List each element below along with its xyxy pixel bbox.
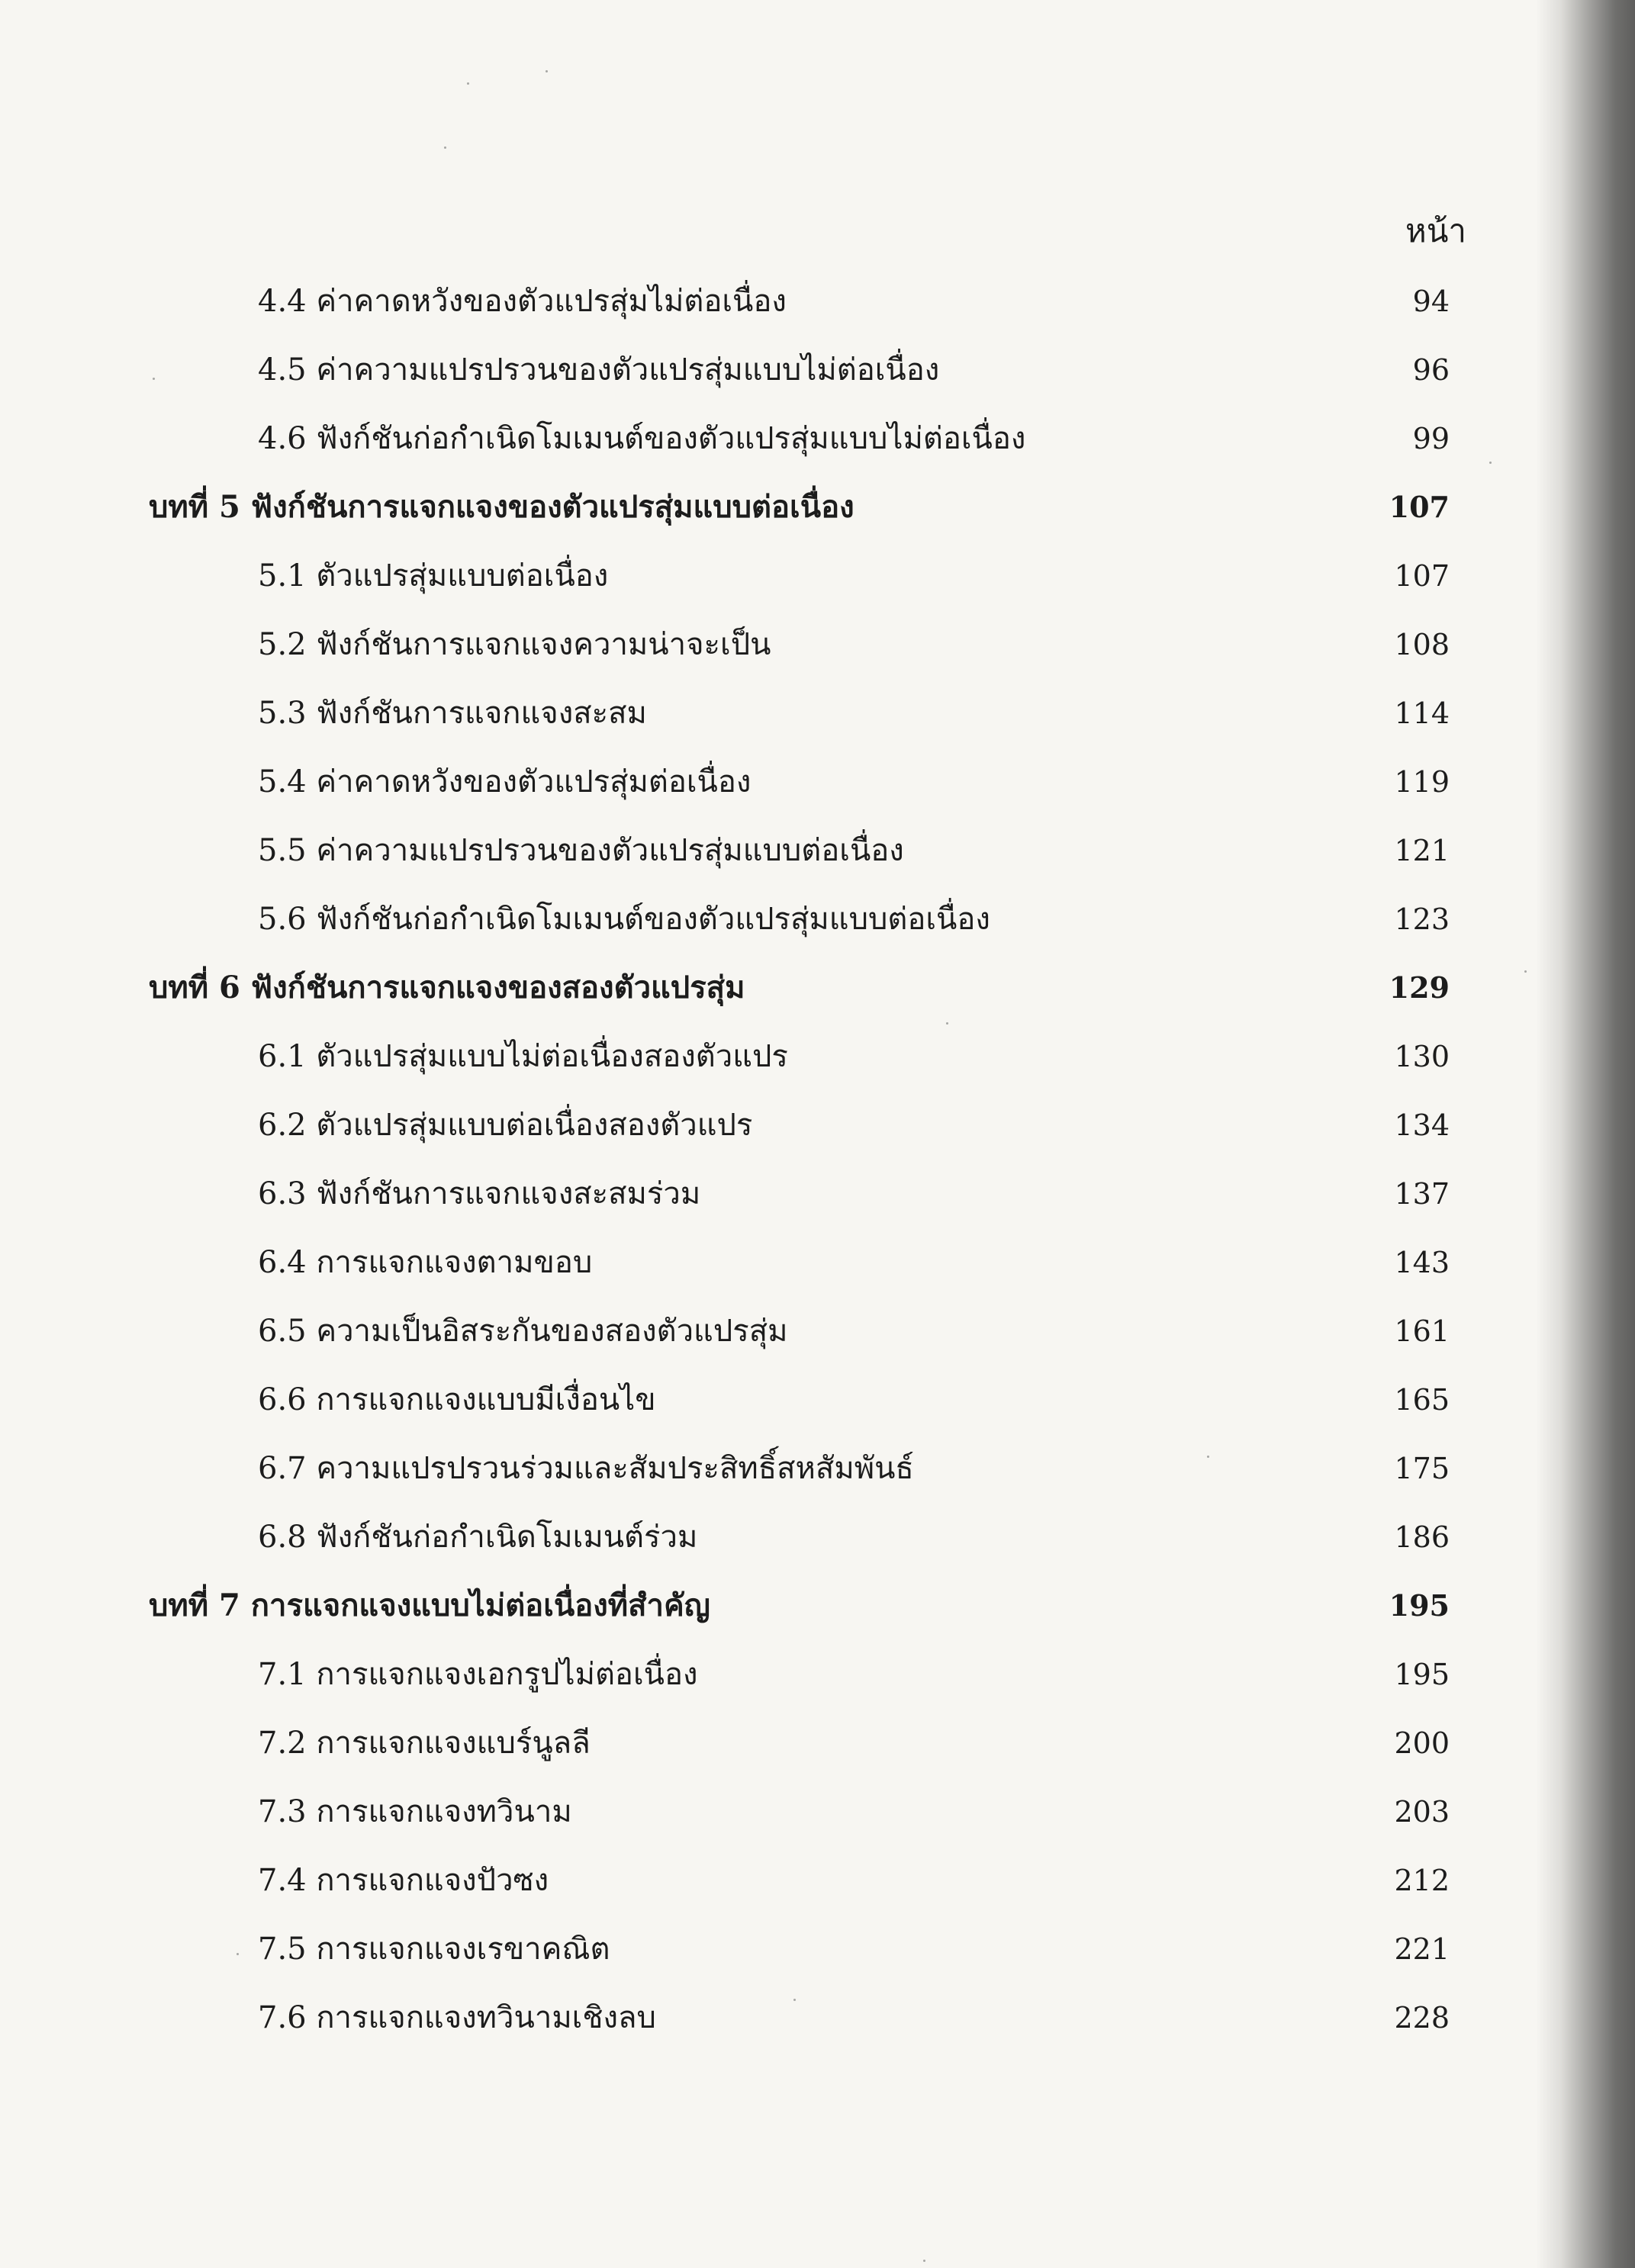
- scan-speck: [1489, 462, 1492, 464]
- toc-section-row: [0, 1369, 1635, 1430]
- page-number: 137: [1394, 1177, 1450, 1211]
- chapter-title: บทที่ 5 ฟังก์ชันการแจกแจงของตัวแปรสุ่มแบบต่อเนื่อง: [149, 489, 855, 525]
- section-title: 5.5 ค่าความแปรปรวนของตัวแปรสุ่มแบบต่อเนื่อง: [258, 833, 904, 868]
- page-number: 129: [1389, 970, 1450, 1005]
- page-number: 195: [1389, 1588, 1450, 1623]
- toc-section-row: [0, 408, 1635, 469]
- toc-chapter-row: [0, 957, 1635, 1018]
- page-number: 99: [1412, 422, 1450, 455]
- scan-speck: [153, 378, 155, 380]
- section-title: 6.2 ตัวแปรสุ่มแบบต่อเนื่องสองตัวแปร: [258, 1108, 753, 1143]
- toc-section-row: [0, 1438, 1635, 1499]
- section-title: 7.4 การแจกแจงปัวซง: [258, 1863, 549, 1898]
- toc-section-row: [0, 1095, 1635, 1156]
- page-number: 228: [1394, 2001, 1450, 2035]
- scan-speck: [923, 2260, 925, 2262]
- section-title: 6.7 ความแปรปรวนร่วมและสัมประสิทธิ์สหสัมพันธ์: [258, 1451, 914, 1486]
- section-title: 6.3 ฟังก์ชันการแจกแจงสะสมร่วม: [258, 1176, 701, 1211]
- page-number: 108: [1394, 628, 1450, 661]
- scan-speck: [946, 1022, 948, 1025]
- toc-section-row: [0, 1507, 1635, 1568]
- section-title: 7.1 การแจกแจงเอกรูปไม่ต่อเนื่อง: [258, 1657, 698, 1692]
- chapter-title: บทที่ 7 การแจกแจงแบบไม่ต่อเนื่องที่สำคัญ: [149, 1588, 710, 1623]
- section-title: 4.4 ค่าคาดหวังของตัวแปรสุ่มไม่ต่อเนื่อง: [258, 284, 787, 319]
- toc-section-row: [0, 1713, 1635, 1774]
- toc-section-row: [0, 339, 1635, 401]
- toc-section-row: [0, 683, 1635, 744]
- page-number: 121: [1394, 834, 1450, 867]
- section-title: 6.5 ความเป็นอิสระกันของสองตัวแปรสุ่ม: [258, 1314, 788, 1349]
- toc-section-row: [0, 1781, 1635, 1842]
- page-number: 195: [1394, 1658, 1450, 1691]
- section-title: 6.8 ฟังก์ชันก่อกำเนิดโมเมนต์ร่วม: [258, 1520, 698, 1555]
- chapter-title: บทที่ 6 ฟังก์ชันการแจกแจงของสองตัวแปรสุ่ม: [149, 970, 745, 1005]
- section-title: 7.6 การแจกแจงทวินามเชิงลบ: [258, 2000, 656, 2035]
- toc-section-row: [0, 614, 1635, 675]
- toc-section-row: [0, 1850, 1635, 1911]
- toc-section-row: [0, 271, 1635, 332]
- toc-section-row: [0, 545, 1635, 606]
- page-number: 130: [1394, 1040, 1450, 1073]
- page-number: 123: [1394, 902, 1450, 936]
- scan-speck: [467, 82, 469, 85]
- section-title: 6.1 ตัวแปรสุ่มแบบไม่ต่อเนื่องสองตัวแปร: [258, 1039, 788, 1074]
- section-title: 5.6 ฟังก์ชันก่อกำเนิดโมเมนต์ของตัวแปรสุ่มแบบต่อเนื่อง: [258, 902, 990, 937]
- section-title: 5.1 ตัวแปรสุ่มแบบต่อเนื่อง: [258, 558, 609, 594]
- toc-chapter-row: [0, 477, 1635, 538]
- toc-section-row: [0, 820, 1635, 881]
- page-number: 96: [1412, 353, 1450, 387]
- page-number: 134: [1394, 1108, 1450, 1142]
- scan-speck: [793, 1999, 796, 2001]
- scan-speck: [444, 146, 446, 149]
- page-number: 221: [1394, 1932, 1450, 1966]
- section-title: 5.2 ฟังก์ชันการแจกแจงความน่าจะเป็น: [258, 627, 771, 662]
- page-number: 186: [1394, 1520, 1450, 1554]
- section-title: 6.6 การแจกแจงแบบมีเงื่อนไข: [258, 1382, 656, 1417]
- page-number: 107: [1389, 490, 1450, 524]
- toc-chapter-row: [0, 1575, 1635, 1636]
- toc-section-row: [0, 1232, 1635, 1293]
- section-title: 5.3 ฟังก์ชันการแจกแจงสะสม: [258, 696, 647, 731]
- scan-speck: [237, 1953, 239, 1955]
- toc-section-row: [0, 751, 1635, 812]
- page-number: 94: [1412, 285, 1450, 318]
- section-title: 7.2 การแจกแจงแบร์นูลลี: [258, 1726, 591, 1761]
- toc-section-row: [0, 1644, 1635, 1705]
- toc-section-row: [0, 1163, 1635, 1224]
- page-number: 107: [1394, 559, 1450, 593]
- section-title: 4.6 ฟังก์ชันก่อกำเนิดโมเมนต์ของตัวแปรสุ่มแบบไม่ต่อเนื่อง: [258, 421, 1026, 456]
- toc-section-row: [0, 1301, 1635, 1362]
- page-column-header: หน้า: [1405, 212, 1466, 249]
- scan-speck: [546, 70, 548, 72]
- page-number: 165: [1394, 1383, 1450, 1417]
- page-number: 200: [1394, 1726, 1450, 1760]
- scan-speck: [1207, 1456, 1209, 1458]
- toc-section-row: [0, 1987, 1635, 2048]
- section-title: 4.5 ค่าความแปรปรวนของตัวแปรสุ่มแบบไม่ต่อเนื่อง: [258, 352, 940, 388]
- page-number: 114: [1394, 696, 1450, 730]
- page-number: 143: [1394, 1246, 1450, 1279]
- page-number: 203: [1394, 1795, 1450, 1829]
- scan-speck: [1524, 970, 1527, 973]
- section-title: 5.4 ค่าคาดหวังของตัวแปรสุ่มต่อเนื่อง: [258, 764, 752, 799]
- section-title: 6.4 การแจกแจงตามขอบ: [258, 1245, 593, 1280]
- section-title: 7.3 การแจกแจงทวินาม: [258, 1794, 572, 1829]
- page-number: 119: [1394, 765, 1450, 799]
- section-title: 7.5 การแจกแจงเรขาคณิต: [258, 1932, 610, 1967]
- toc-section-row: [0, 1026, 1635, 1087]
- toc-section-row: [0, 889, 1635, 950]
- page-number: 212: [1394, 1864, 1450, 1897]
- page-number: 161: [1394, 1314, 1450, 1348]
- toc-section-row: [0, 1919, 1635, 1980]
- page-number: 175: [1394, 1452, 1450, 1485]
